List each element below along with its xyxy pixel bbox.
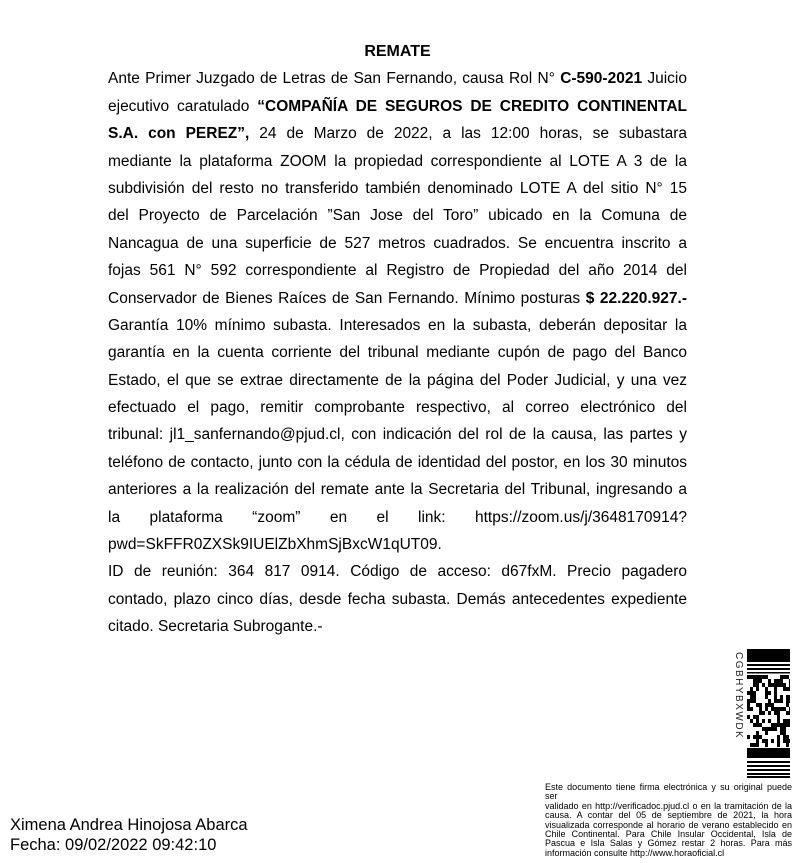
document-line: del Proyecto de Parcelación ”San Jose del Toro” ubicado en la Comuna de — [108, 207, 687, 225]
document-line: Estado, el que se extrae directamente de la página del Poder Judicial, y una vez — [108, 371, 687, 389]
barcode-2d — [747, 649, 790, 778]
document-line: Garantía 10% mínimo subasta. Interesados en la subasta, deberán depositar la — [108, 316, 687, 334]
document-line: garantía en la cuenta corriente del tribunal mediante cupón de pago del Banco — [108, 344, 687, 362]
barcode-label: CGBHYBXWDK — [733, 652, 744, 740]
document-line: anteriores a la realización del remate ante la Secretaria del Tribunal, ingresando a — [108, 481, 687, 499]
signature-block — [10, 816, 248, 855]
document-line: tribunal: jl1_sanfernando@pjud.cl, con indicación del rol de la causa, las partes y — [108, 426, 687, 444]
verification-line: Este documento tiene firma electrónica y su original puede ser — [545, 782, 792, 802]
document-line: Nancagua de una superficie de 527 metros cuadrados. Se encuentra inscrito a — [108, 234, 687, 252]
verification-note — [545, 783, 792, 858]
document-line: Ante Primer Juzgado de Letras de San Fernando, causa Rol N° C-590-2021 Juicio — [108, 70, 687, 88]
signer-name: Ximena Andrea Hinojosa Abarca — [10, 816, 248, 834]
document-body — [108, 38, 687, 641]
verification-line: información consulte http://www.horaoficial.cl — [545, 847, 725, 858]
verification-line: Chile Continental. Para Chile Insular Occidental, Isla de — [545, 829, 792, 840]
document-line: contado, plazo cinco días, desde fecha subasta. Demás antecedentes expediente — [108, 590, 687, 608]
document-line: pwd=SkFFR0ZXSk9IUElZbXhmSjBxcW1qUT09. — [108, 536, 442, 554]
verification-lines — [545, 783, 792, 858]
document-line: mediante la plataforma ZOOM la propiedad correspondiente al LOTE A 3 de la — [108, 152, 687, 170]
document-line: citado. Secretaria Subrogante.- — [108, 618, 323, 636]
document-line: efectuado el pago, remitir comprobante respectivo, al correo electrónico del — [108, 399, 687, 417]
signature-date: Fecha: 09/02/2022 09:42:10 — [10, 835, 217, 854]
verification-line: visualizada corresponde al horario de verano establecido en — [545, 819, 792, 830]
verification-line: Pascua e Isla Salas y Gómez restar 2 horas. Para más — [545, 838, 792, 849]
document-line: teléfono de contacto, junto con la cédula de identidad del postor, en los 30 minutos — [108, 453, 687, 471]
document-line: Conservador de Bienes Raíces de San Fernando. Mínimo posturas $ 22.220.927.- — [108, 289, 687, 307]
document-line: ID de reunión: 364 817 0914. Código de acceso: d67fxM. Precio pagadero — [108, 563, 687, 581]
document-line: ejecutivo caratulado “COMPAÑÍA DE SEGUROS DE CREDITO CONTINENTAL — [108, 97, 688, 115]
document-line: subdivisión del resto no transferido también denominado LOTE A del sitio N° 15 — [108, 179, 687, 197]
document-line: S.A. con PEREZ”, 24 de Marzo de 2022, a las 12:00 horas, se subastara — [108, 125, 687, 143]
verification-line: validado en http://verificadoc.pjud.cl o en la tramitación de la — [545, 800, 792, 811]
document-title: REMATE — [364, 43, 431, 60]
document-line: fojas 561 N° 592 correspondiente al Registro de Propiedad del año 2014 del — [108, 262, 687, 280]
verification-line: causa. A contar del 05 de septiembre de 2021, la hora — [545, 810, 792, 821]
document-paragraphs — [108, 65, 687, 640]
document-line: la plataforma “zoom” en el link: https://zoom.us/j/3648170914? — [108, 508, 687, 526]
